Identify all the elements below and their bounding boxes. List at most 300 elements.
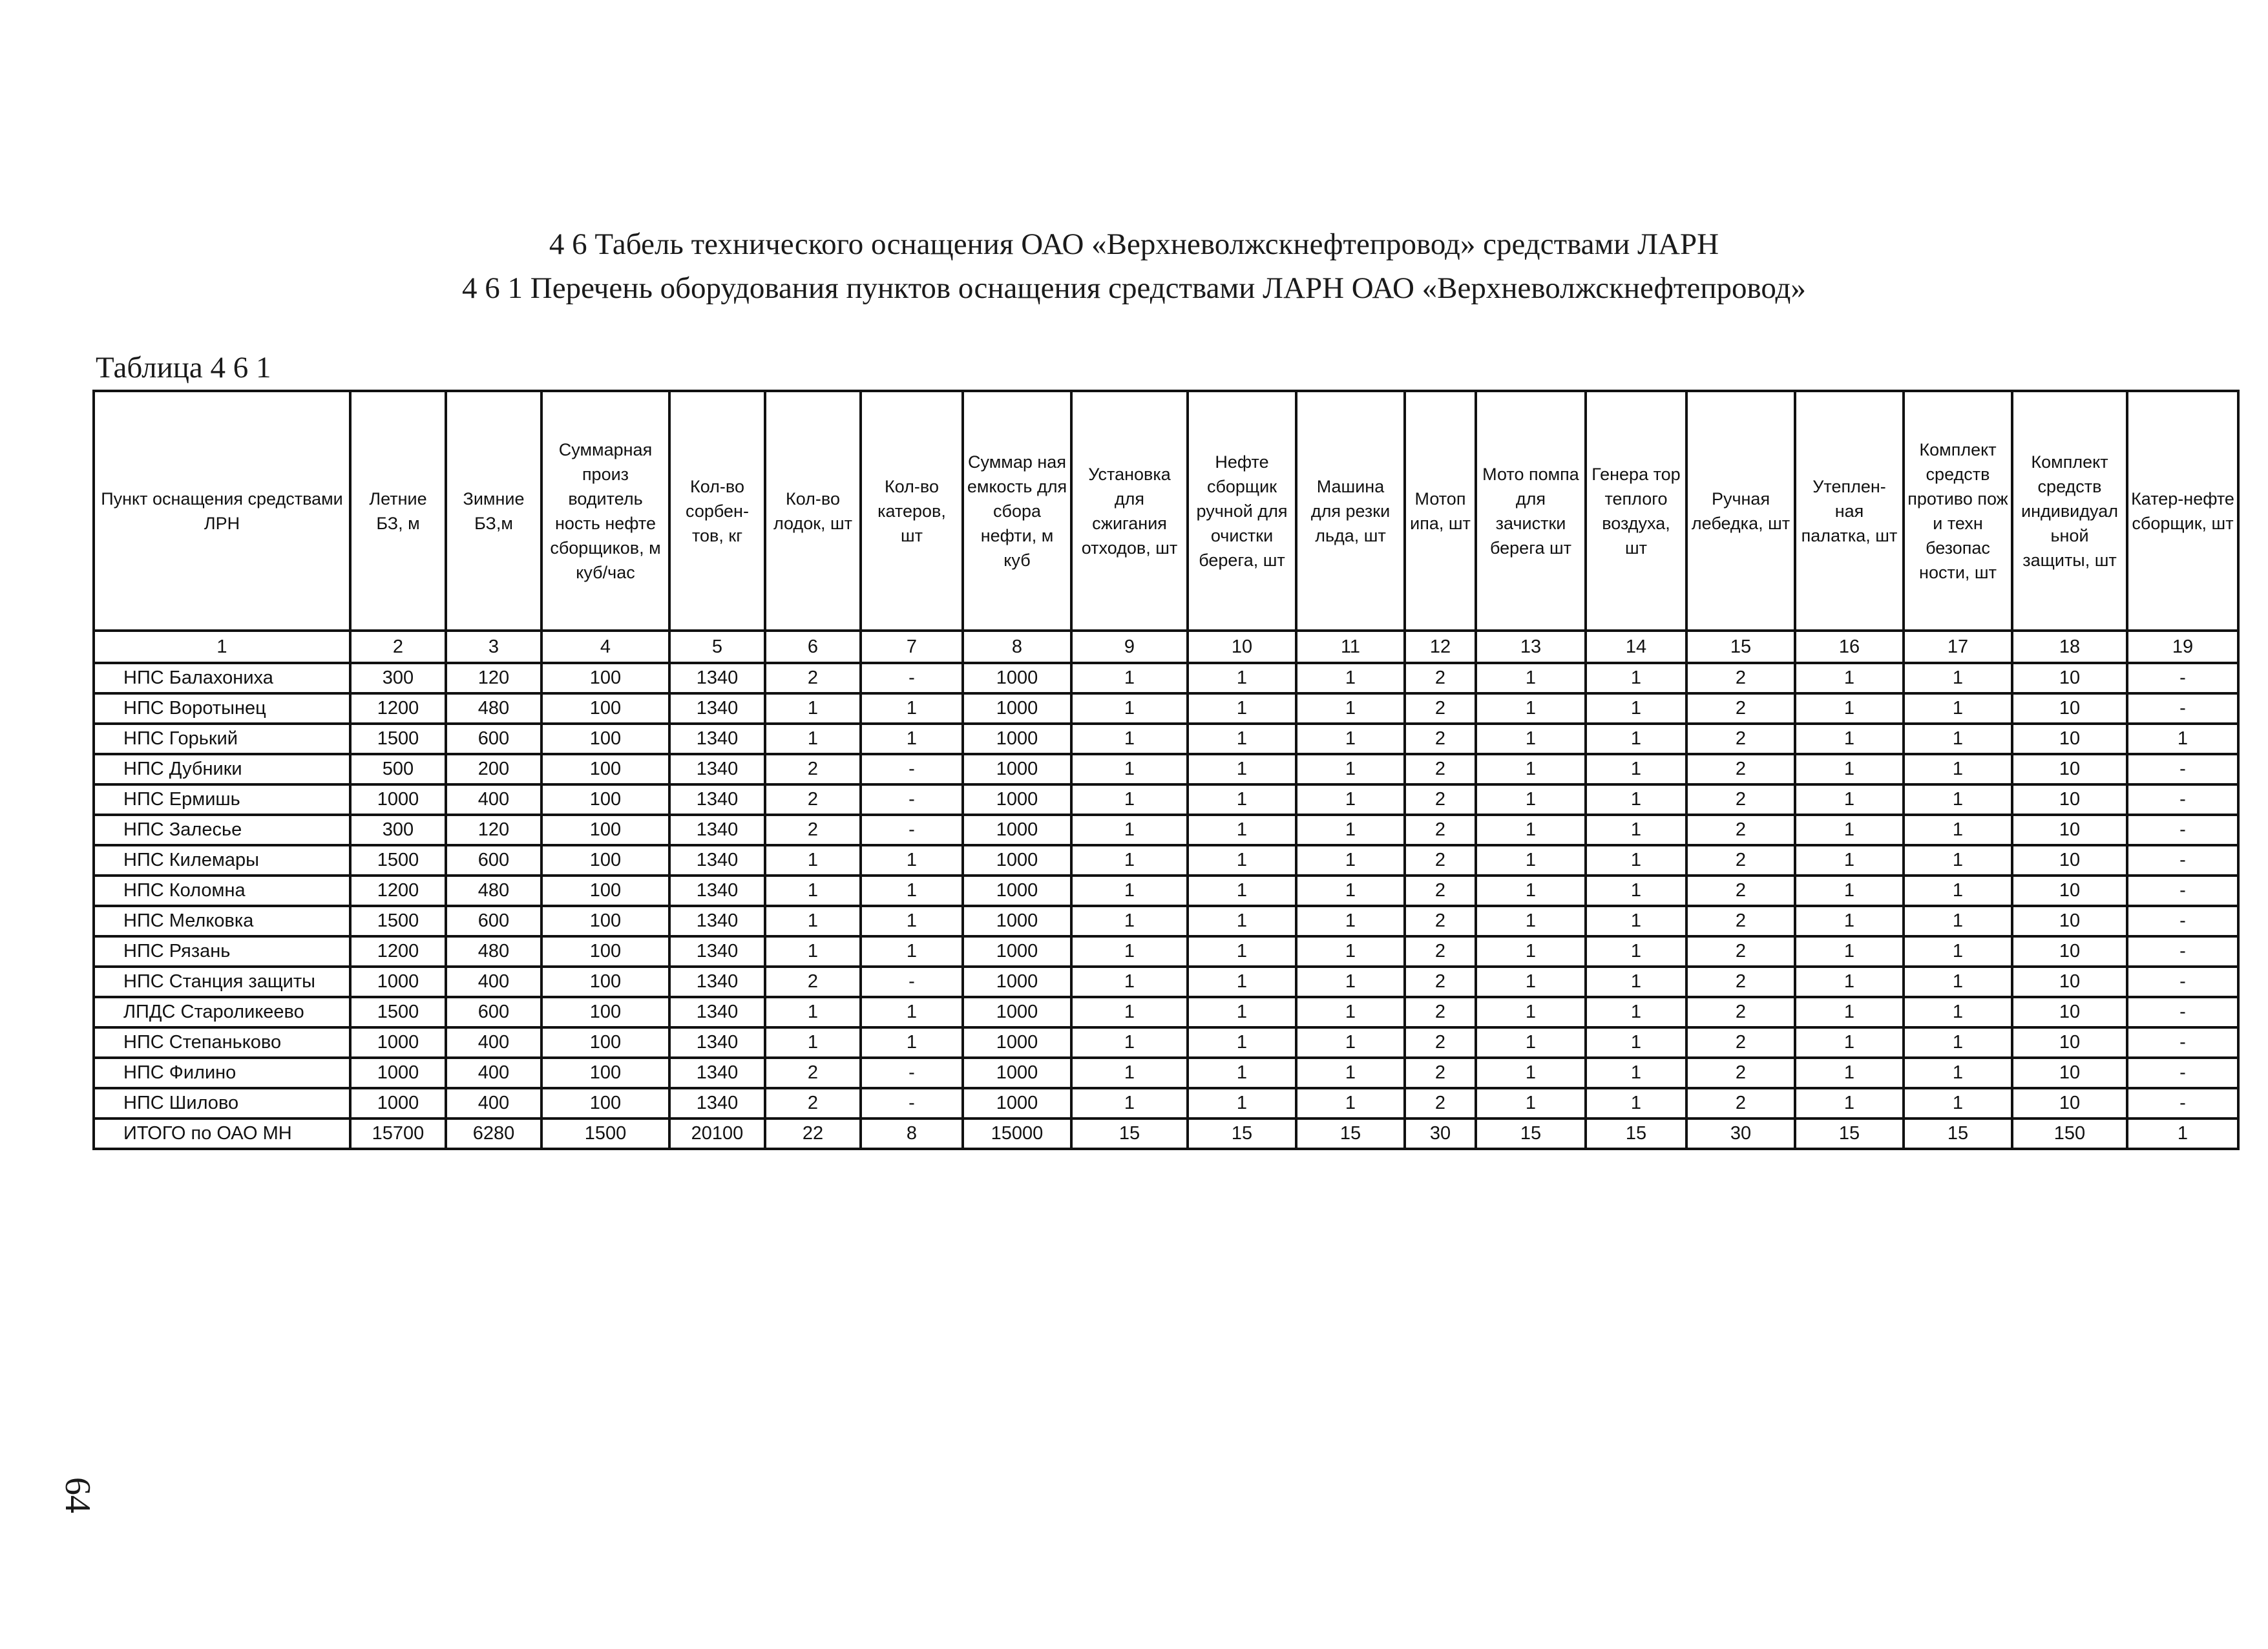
- table-cell: 400: [446, 1088, 541, 1119]
- table-cell: 1: [1296, 1088, 1405, 1119]
- table-row: [94, 967, 2238, 997]
- station-name-cell: НПС Залесье: [94, 815, 350, 845]
- table-cell: 1: [1188, 1088, 1296, 1119]
- table-cell: 1: [1071, 784, 1188, 815]
- station-name-cell: НПС Шилово: [94, 1088, 350, 1119]
- table-cell: 1340: [669, 1058, 765, 1088]
- table-cell: 1: [1904, 754, 2012, 784]
- table-cell: 1: [1296, 663, 1405, 693]
- table-cell: 1340: [669, 845, 765, 876]
- header-row: [94, 391, 2238, 631]
- column-header: Катер-нефте сборщик, шт: [2127, 391, 2238, 631]
- station-name-cell: НПС Рязань: [94, 936, 350, 967]
- table-cell: 1: [1904, 876, 2012, 906]
- column-number: 14: [1586, 631, 1686, 663]
- table-cell: 1: [1795, 1058, 1904, 1088]
- table-cell: 1000: [963, 876, 1071, 906]
- table-cell: 1: [765, 997, 861, 1027]
- table-row: [94, 936, 2238, 967]
- table-row: [94, 754, 2238, 784]
- column-header: Ручная лебедка, шт: [1686, 391, 1795, 631]
- table-cell: 1: [765, 845, 861, 876]
- table-cell: 2: [1686, 876, 1795, 906]
- table-cell: 1: [1476, 997, 1586, 1027]
- table-cell: 2: [1405, 815, 1476, 845]
- column-number: 10: [1188, 631, 1296, 663]
- table-cell: 2: [1405, 724, 1476, 754]
- column-number: 7: [861, 631, 963, 663]
- table-cell: 1: [1296, 906, 1405, 936]
- table-cell: 1: [1795, 967, 1904, 997]
- table-cell: 2: [1686, 754, 1795, 784]
- total-cell: 8: [861, 1119, 963, 1149]
- table-cell: 1: [1476, 876, 1586, 906]
- table-cell: 1: [765, 906, 861, 936]
- table-cell: 200: [446, 754, 541, 784]
- table-cell: 1: [1296, 754, 1405, 784]
- table-cell: -: [2127, 936, 2238, 967]
- table-cell: 1: [1904, 1027, 2012, 1058]
- table-cell: 1000: [963, 906, 1071, 936]
- table-cell: -: [2127, 997, 2238, 1027]
- table-cell: 1: [1904, 967, 2012, 997]
- table-cell: 120: [446, 815, 541, 845]
- table-cell: 1: [1071, 997, 1188, 1027]
- table-cell: 1: [1586, 936, 1686, 967]
- table-cell: 2: [1405, 1058, 1476, 1088]
- table-cell: 2: [1686, 663, 1795, 693]
- table-cell: 500: [350, 754, 446, 784]
- total-row: [94, 1119, 2238, 1149]
- table-cell: 2: [1686, 997, 1795, 1027]
- table-cell: 1: [1904, 724, 2012, 754]
- table-cell: 2: [1686, 1058, 1795, 1088]
- table-cell: 1: [765, 724, 861, 754]
- table-cell: -: [2127, 906, 2238, 936]
- column-header: Установка для сжигания отходов, шт: [1071, 391, 1188, 631]
- table-cell: 1: [1795, 1027, 1904, 1058]
- table-cell: 10: [2012, 1058, 2127, 1088]
- table-cell: 1000: [350, 1088, 446, 1119]
- column-header: Летние БЗ, м: [350, 391, 446, 631]
- table-cell: 1500: [350, 997, 446, 1027]
- table-cell: 1: [1904, 997, 2012, 1027]
- table-cell: 1: [1795, 845, 1904, 876]
- table-cell: 2: [1405, 754, 1476, 784]
- table-cell: 10: [2012, 754, 2127, 784]
- subsection-title: 4 6 1 Перечень оборудования пунктов оснащения средствами ЛАРН ОАО «Верхневолжскнефтепровод»: [462, 271, 1806, 305]
- table-cell: 10: [2012, 693, 2127, 724]
- table-cell: 1: [1904, 1088, 2012, 1119]
- table-cell: 1: [1904, 784, 2012, 815]
- table-cell: 100: [541, 997, 669, 1027]
- table-cell: 1: [1188, 815, 1296, 845]
- column-header: Комплект средств противо пож и техн безопас ности, шт: [1904, 391, 2012, 631]
- table-cell: 1: [1586, 663, 1686, 693]
- table-cell: 1: [1296, 936, 1405, 967]
- table-cell: 2: [1686, 784, 1795, 815]
- column-header: Пункт оснащения средствами ЛРН: [94, 391, 350, 631]
- column-number: 13: [1476, 631, 1586, 663]
- table-cell: 300: [350, 663, 446, 693]
- table-cell: 1340: [669, 1027, 765, 1058]
- column-header: Мото помпа для зачистки берега шт: [1476, 391, 1586, 631]
- table-cell: 1: [1188, 724, 1296, 754]
- table-cell: 300: [350, 815, 446, 845]
- table-cell: 600: [446, 906, 541, 936]
- station-name-cell: НПС Филино: [94, 1058, 350, 1088]
- column-header: Зимние БЗ,м: [446, 391, 541, 631]
- table-cell: 1: [1476, 1088, 1586, 1119]
- table-cell: 10: [2012, 815, 2127, 845]
- table-cell: 2: [765, 784, 861, 815]
- table-cell: 1340: [669, 997, 765, 1027]
- table-cell: 1: [1296, 693, 1405, 724]
- table-cell: 1000: [963, 967, 1071, 997]
- table-cell: 1: [1586, 724, 1686, 754]
- table-cell: 1: [861, 906, 963, 936]
- table-cell: -: [861, 663, 963, 693]
- total-cell: 1500: [541, 1119, 669, 1149]
- table-cell: 1000: [963, 784, 1071, 815]
- table-cell: 1340: [669, 693, 765, 724]
- table-cell: -: [2127, 1058, 2238, 1088]
- table-row: [94, 1027, 2238, 1058]
- table-cell: 1340: [669, 815, 765, 845]
- table-cell: 1340: [669, 1088, 765, 1119]
- table-cell: 1500: [350, 906, 446, 936]
- table-cell: 100: [541, 1088, 669, 1119]
- table-cell: 1: [1188, 1058, 1296, 1088]
- table-cell: 1: [1476, 906, 1586, 936]
- column-header: Кол-во лодок, шт: [765, 391, 861, 631]
- table-cell: 1200: [350, 876, 446, 906]
- table-cell: 2: [1686, 1027, 1795, 1058]
- table-cell: 1: [1586, 693, 1686, 724]
- table-cell: 1340: [669, 663, 765, 693]
- table-cell: 10: [2012, 906, 2127, 936]
- table-cell: 1: [861, 693, 963, 724]
- table-cell: 1340: [669, 876, 765, 906]
- table-cell: 2: [765, 754, 861, 784]
- table-cell: 480: [446, 693, 541, 724]
- table-cell: 100: [541, 724, 669, 754]
- table-cell: 1: [1071, 663, 1188, 693]
- total-cell: 30: [1405, 1119, 1476, 1149]
- table-cell: 1340: [669, 784, 765, 815]
- column-header: Мотоп ипа, шт: [1405, 391, 1476, 631]
- table-cell: 1340: [669, 967, 765, 997]
- table-cell: 2: [1405, 693, 1476, 724]
- table-cell: 1: [1071, 815, 1188, 845]
- table-cell: 1: [1586, 1058, 1686, 1088]
- table-cell: 1: [1476, 967, 1586, 997]
- table-cell: 600: [446, 997, 541, 1027]
- table-cell: 100: [541, 784, 669, 815]
- table-caption: Таблица 4 6 1: [96, 351, 271, 384]
- table-cell: 1: [1476, 724, 1586, 754]
- table-cell: 1: [1071, 845, 1188, 876]
- column-header: Комплект средств индивидуал ьной защиты, шт: [2012, 391, 2127, 631]
- table-cell: 1: [1904, 693, 2012, 724]
- table-cell: 120: [446, 663, 541, 693]
- table-cell: 1: [1296, 1058, 1405, 1088]
- table-cell: 1: [1795, 997, 1904, 1027]
- table-cell: -: [2127, 754, 2238, 784]
- table-cell: 10: [2012, 1027, 2127, 1058]
- table-cell: 1000: [963, 754, 1071, 784]
- total-cell: 15700: [350, 1119, 446, 1149]
- table-cell: 1000: [350, 967, 446, 997]
- table-cell: 1: [1296, 1027, 1405, 1058]
- table-cell: 2: [1686, 845, 1795, 876]
- column-header: Утеплен-ная палатка, шт: [1795, 391, 1904, 631]
- table-cell: 1: [1296, 784, 1405, 815]
- total-cell: 15: [1795, 1119, 1904, 1149]
- column-number: 16: [1795, 631, 1904, 663]
- column-number: 18: [2012, 631, 2127, 663]
- table-cell: 1: [1188, 1027, 1296, 1058]
- table-cell: -: [2127, 967, 2238, 997]
- column-header: Машина для резки льда, шт: [1296, 391, 1405, 631]
- total-cell: 15: [1904, 1119, 2012, 1149]
- table-cell: -: [861, 967, 963, 997]
- total-label: ИТОГО по ОАО МН: [94, 1119, 350, 1149]
- table-cell: 1: [1296, 845, 1405, 876]
- total-cell: 15: [1296, 1119, 1405, 1149]
- table-cell: 100: [541, 906, 669, 936]
- table-cell: 1000: [963, 936, 1071, 967]
- table-cell: 1: [861, 1027, 963, 1058]
- table-cell: 2: [1686, 815, 1795, 845]
- table-cell: 1000: [350, 1027, 446, 1058]
- section-title: 4 6 Табель технического оснащения ОАО «Верхневолжскнефтепровод» средствами ЛАРН: [549, 227, 1719, 261]
- table-cell: 600: [446, 845, 541, 876]
- table-cell: 1: [1188, 997, 1296, 1027]
- table-cell: 1: [1071, 1088, 1188, 1119]
- column-header: Суммар ная емкость для сбора нефти, м куб: [963, 391, 1071, 631]
- table-cell: 1: [1476, 815, 1586, 845]
- table-cell: 1: [1071, 693, 1188, 724]
- table-cell: -: [2127, 876, 2238, 906]
- table-cell: 2: [765, 663, 861, 693]
- table-cell: 1: [1586, 845, 1686, 876]
- table-cell: 2: [1686, 936, 1795, 967]
- station-name-cell: НПС Коломна: [94, 876, 350, 906]
- table-cell: 100: [541, 815, 669, 845]
- table-row: [94, 997, 2238, 1027]
- table-cell: -: [2127, 693, 2238, 724]
- table-cell: 1: [1296, 815, 1405, 845]
- table-cell: 2: [765, 967, 861, 997]
- table-cell: 2: [1405, 784, 1476, 815]
- column-number-row: [94, 631, 2238, 663]
- table-cell: 1500: [350, 845, 446, 876]
- table-cell: 1: [1586, 784, 1686, 815]
- table-cell: 1: [1071, 1027, 1188, 1058]
- table-cell: -: [2127, 784, 2238, 815]
- table-cell: 1: [1188, 906, 1296, 936]
- total-cell: 1: [2127, 1119, 2238, 1149]
- column-header: Кол-во катеров, шт: [861, 391, 963, 631]
- table-cell: 1: [861, 876, 963, 906]
- table-row: [94, 1088, 2238, 1119]
- table-cell: 400: [446, 967, 541, 997]
- table-cell: 1: [1188, 663, 1296, 693]
- table-cell: 1: [1904, 936, 2012, 967]
- column-number: 4: [541, 631, 669, 663]
- table-row: [94, 724, 2238, 754]
- table-cell: 1: [1071, 1058, 1188, 1088]
- table-cell: 1: [1795, 936, 1904, 967]
- table-cell: 1: [1476, 693, 1586, 724]
- table-cell: 1000: [350, 784, 446, 815]
- table-cell: 2: [1405, 845, 1476, 876]
- table-cell: 10: [2012, 997, 2127, 1027]
- table-cell: 1: [1795, 724, 1904, 754]
- table-cell: 1000: [963, 997, 1071, 1027]
- table-cell: 1: [1795, 754, 1904, 784]
- table-cell: 1000: [963, 1027, 1071, 1058]
- table-cell: 2: [1405, 906, 1476, 936]
- station-name-cell: НПС Дубники: [94, 754, 350, 784]
- total-cell: 20100: [669, 1119, 765, 1149]
- table-cell: -: [2127, 845, 2238, 876]
- table-cell: 100: [541, 754, 669, 784]
- column-number: 3: [446, 631, 541, 663]
- table-cell: 1: [1795, 693, 1904, 724]
- table-cell: 1200: [350, 693, 446, 724]
- station-name-cell: НПС Степаньково: [94, 1027, 350, 1058]
- table-cell: 1: [2127, 724, 2238, 754]
- table-cell: 10: [2012, 1088, 2127, 1119]
- table-cell: 1: [1904, 906, 2012, 936]
- table-cell: 1: [1904, 1058, 2012, 1088]
- table-cell: -: [861, 1058, 963, 1088]
- table-cell: 1: [1188, 936, 1296, 967]
- table-cell: 1000: [963, 815, 1071, 845]
- table-cell: 1: [1476, 754, 1586, 784]
- table-cell: 600: [446, 724, 541, 754]
- column-number: 6: [765, 631, 861, 663]
- table-cell: 1: [765, 693, 861, 724]
- table-cell: 1500: [350, 724, 446, 754]
- station-name-cell: ЛПДС Староликеево: [94, 997, 350, 1027]
- table-cell: 10: [2012, 936, 2127, 967]
- total-cell: 15: [1071, 1119, 1188, 1149]
- table-cell: 1: [1476, 845, 1586, 876]
- table-cell: 1: [1188, 845, 1296, 876]
- table-cell: 1: [1071, 967, 1188, 997]
- table-row: [94, 784, 2238, 815]
- station-name-cell: НПС Воротынец: [94, 693, 350, 724]
- table-cell: -: [861, 1088, 963, 1119]
- table-row: [94, 815, 2238, 845]
- table-cell: 1340: [669, 724, 765, 754]
- page-number: 64: [58, 1477, 98, 1513]
- table-cell: -: [2127, 815, 2238, 845]
- column-number: 19: [2127, 631, 2238, 663]
- station-name-cell: НПС Балахониха: [94, 663, 350, 693]
- table-cell: 100: [541, 936, 669, 967]
- table-cell: 480: [446, 936, 541, 967]
- table-cell: 2: [1405, 1088, 1476, 1119]
- table-cell: -: [861, 815, 963, 845]
- table-cell: 1: [1476, 1027, 1586, 1058]
- column-header: Генера тор теплого воздуха, шт: [1586, 391, 1686, 631]
- table-cell: 1: [1071, 754, 1188, 784]
- column-number: 9: [1071, 631, 1188, 663]
- table-cell: 1: [1795, 1088, 1904, 1119]
- table-cell: 1: [1476, 663, 1586, 693]
- table-cell: 1: [1586, 876, 1686, 906]
- table-cell: 1: [1586, 1027, 1686, 1058]
- table-cell: 1: [765, 876, 861, 906]
- table-cell: 1: [1904, 845, 2012, 876]
- column-number: 11: [1296, 631, 1405, 663]
- table-cell: 1: [1795, 815, 1904, 845]
- table-cell: 1: [765, 1027, 861, 1058]
- table-cell: 1: [1071, 876, 1188, 906]
- table-cell: 2: [1686, 906, 1795, 936]
- station-name-cell: НПС Станция защиты: [94, 967, 350, 997]
- table-cell: 2: [1686, 693, 1795, 724]
- table-cell: 1000: [963, 1058, 1071, 1088]
- table-cell: 1340: [669, 906, 765, 936]
- table-cell: 1200: [350, 936, 446, 967]
- table-cell: -: [2127, 1027, 2238, 1058]
- table-cell: 2: [1405, 997, 1476, 1027]
- table-cell: 10: [2012, 724, 2127, 754]
- table-cell: 1340: [669, 936, 765, 967]
- table-cell: 1: [1296, 876, 1405, 906]
- table-cell: 400: [446, 1058, 541, 1088]
- table-cell: 2: [1405, 936, 1476, 967]
- table-row: [94, 906, 2238, 936]
- equipment-table: [92, 390, 2240, 1150]
- table-cell: 1: [1795, 663, 1904, 693]
- table-cell: 1: [1071, 936, 1188, 967]
- table-cell: 10: [2012, 845, 2127, 876]
- table-row: [94, 693, 2238, 724]
- table-cell: 1: [1795, 876, 1904, 906]
- column-number: 12: [1405, 631, 1476, 663]
- table-cell: 1: [1795, 906, 1904, 936]
- table-cell: 1: [861, 845, 963, 876]
- table-cell: 1: [1586, 1088, 1686, 1119]
- table-cell: 100: [541, 663, 669, 693]
- table-cell: 1: [1296, 724, 1405, 754]
- table-cell: 1: [861, 724, 963, 754]
- table-cell: 2: [1686, 724, 1795, 754]
- table-cell: 1000: [963, 663, 1071, 693]
- table-cell: 1: [1586, 997, 1686, 1027]
- table-cell: 2: [765, 1088, 861, 1119]
- table-cell: 100: [541, 1027, 669, 1058]
- table-cell: 2: [1405, 663, 1476, 693]
- station-name-cell: НПС Килемары: [94, 845, 350, 876]
- table-cell: 100: [541, 693, 669, 724]
- table-cell: 2: [1405, 876, 1476, 906]
- column-number: 15: [1686, 631, 1795, 663]
- table-cell: 1: [1586, 967, 1686, 997]
- table-cell: 1000: [350, 1058, 446, 1088]
- table-cell: 1000: [963, 693, 1071, 724]
- column-number: 5: [669, 631, 765, 663]
- table-cell: 1: [861, 997, 963, 1027]
- table-cell: 1: [765, 936, 861, 967]
- column-number: 8: [963, 631, 1071, 663]
